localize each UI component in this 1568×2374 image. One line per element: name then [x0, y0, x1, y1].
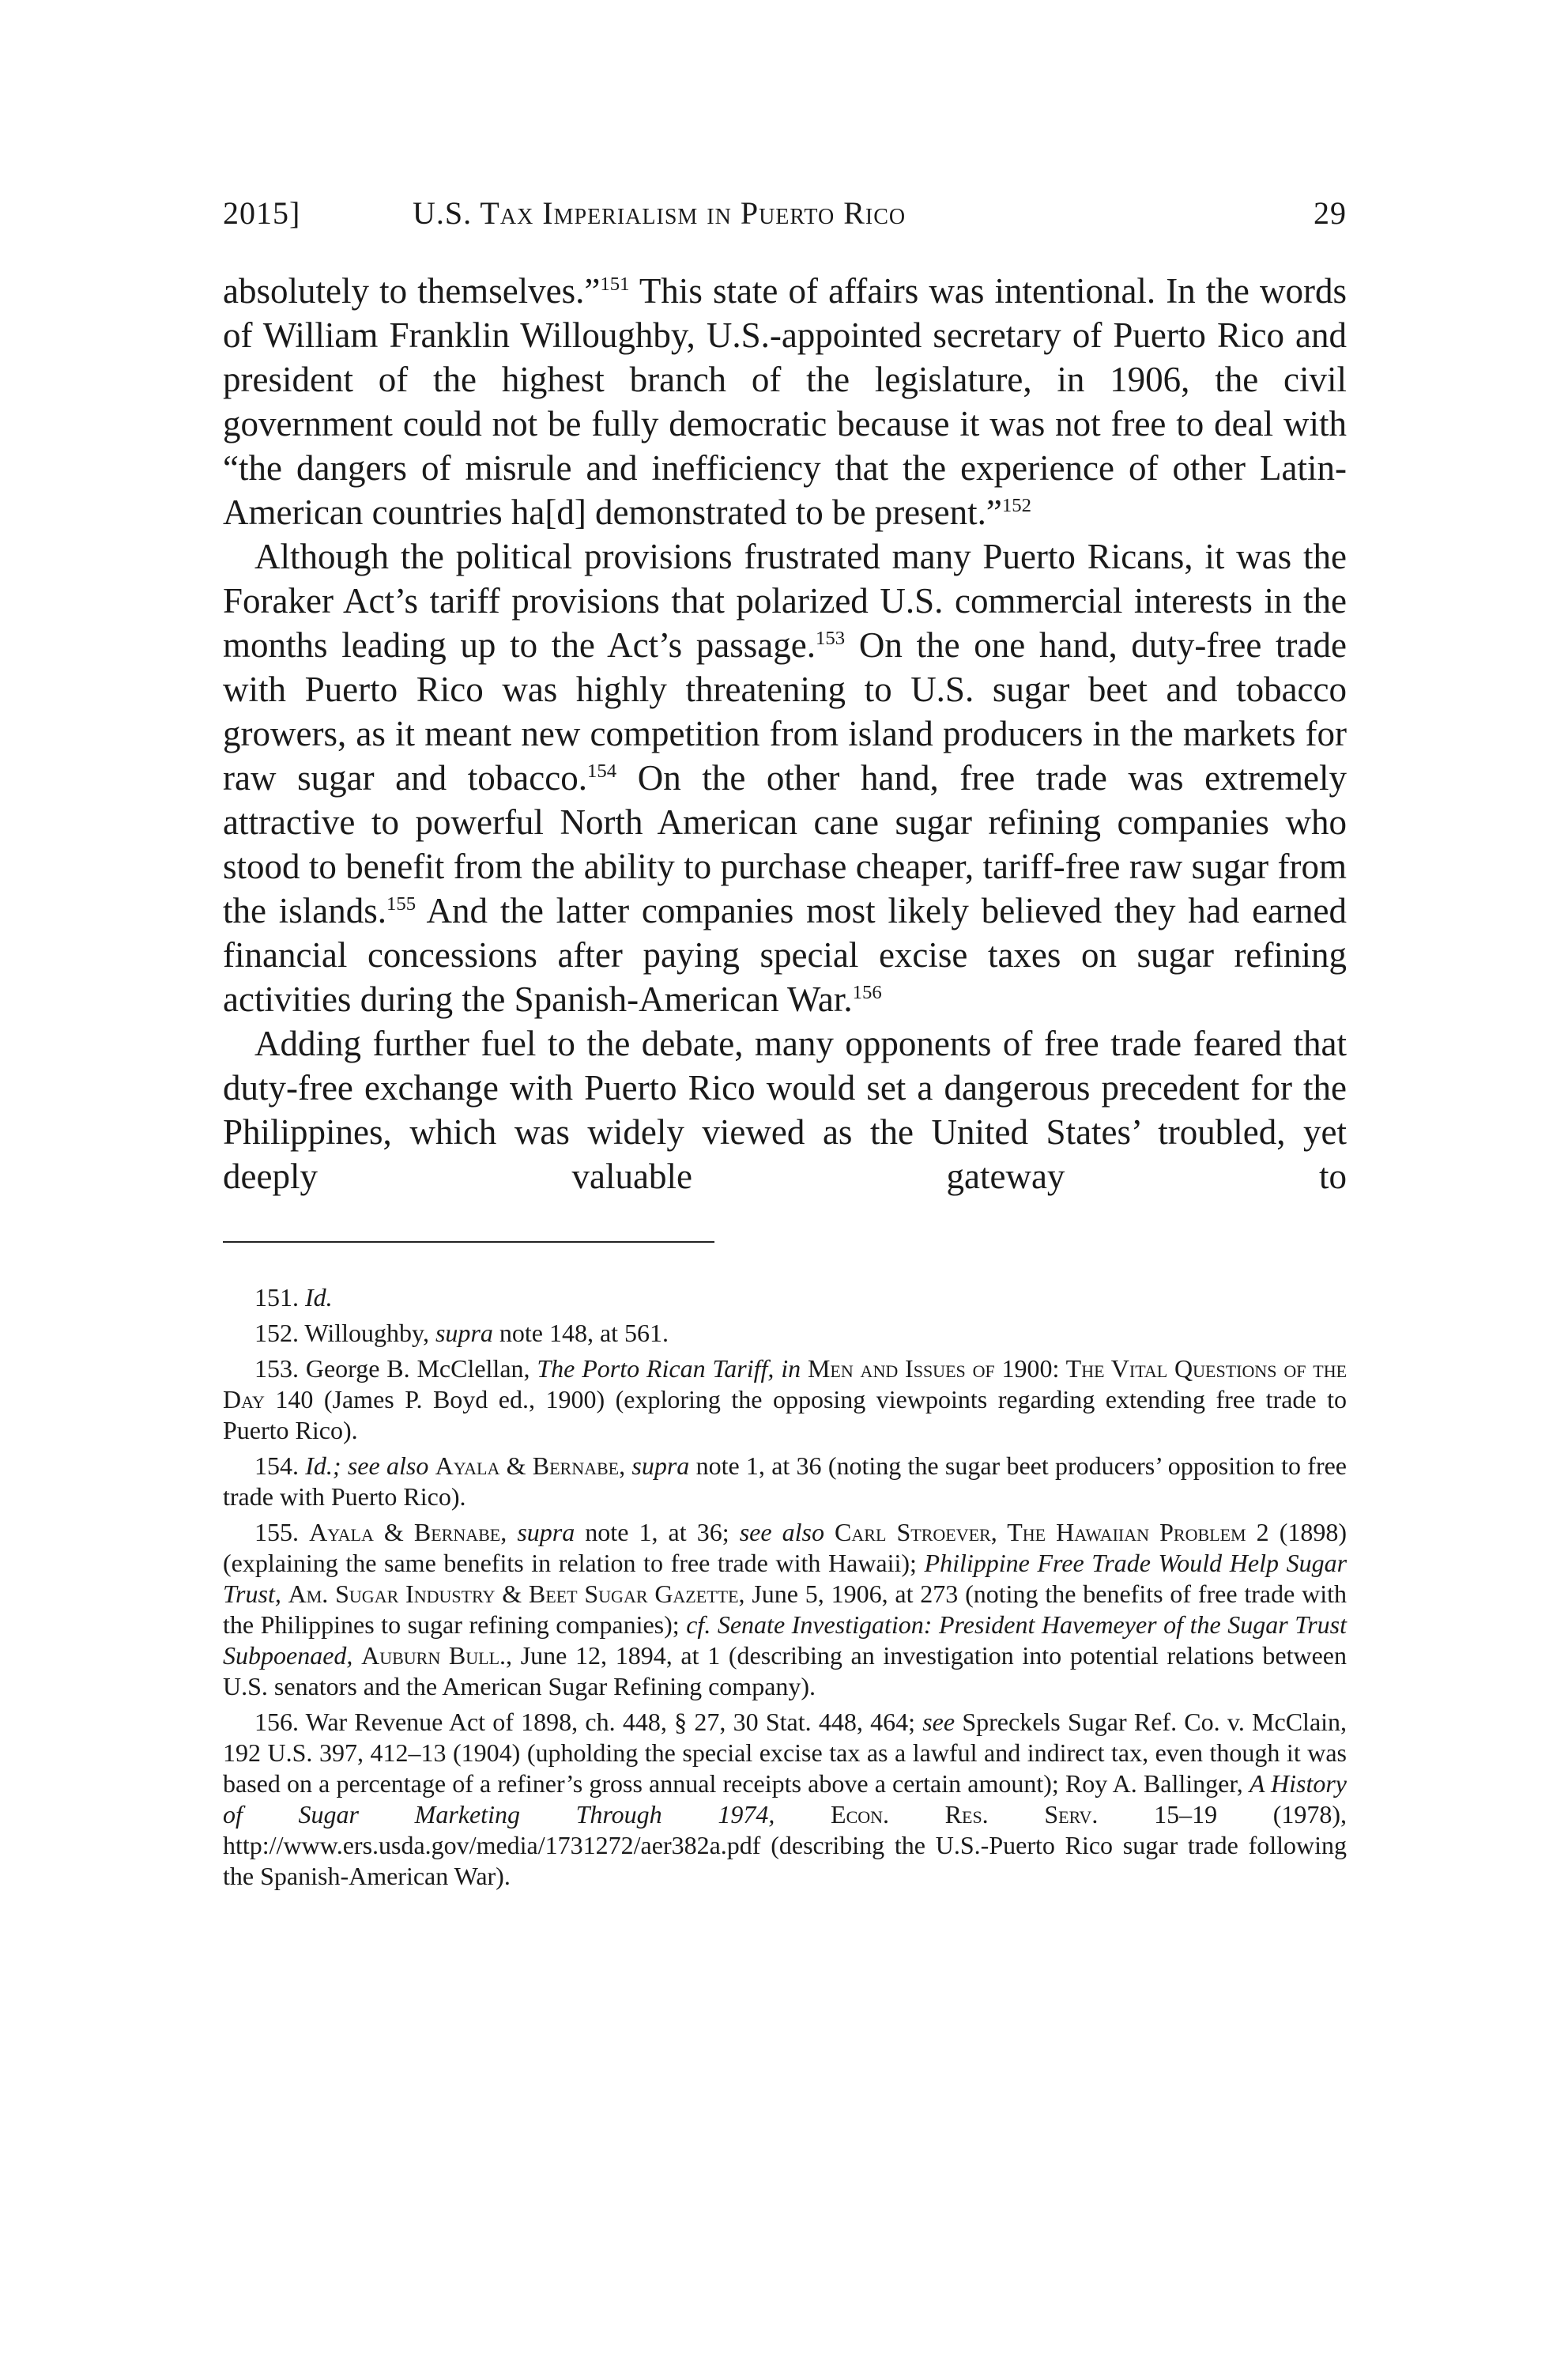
footnote-smallcaps: Men and Issues of 1900: The Vital Questions of the Day: [223, 1354, 1348, 1413]
footnote-smallcaps: Carl Stroever, The Hawaiian Problem: [835, 1518, 1246, 1546]
paragraph-text: And the latter companies most likely believed they had earned financial concessions after paying special excise taxes on sugar refining activities during the Spanish-American War.: [223, 891, 1347, 1019]
header-title: U.S. Tax Imperialism in Puerto Rico: [413, 195, 906, 231]
footnote-154: [223, 1451, 1347, 1512]
footnote-number: 156.: [254, 1708, 299, 1736]
footnote-divider: [223, 1241, 714, 1243]
header-year: 2015]: [223, 195, 301, 231]
footnote-ref-152[interactable]: 152: [1001, 495, 1031, 516]
footnote-text: 140 (James P. Boyd ed., 1900) (exploring the opposing viewpoints regarding extending free trade to Puerto Rico).: [223, 1385, 1348, 1444]
footnote-text: note 148, at 561.: [499, 1319, 669, 1347]
footnote-smallcaps: Ayala & Bernabe,: [435, 1451, 626, 1480]
footnote-number: 152.: [254, 1319, 299, 1347]
footnote-italic: Id.: [305, 1283, 333, 1312]
paragraph-1: [223, 269, 1347, 534]
footnote-italic: see: [922, 1708, 956, 1736]
footnote-ref-154[interactable]: 154: [586, 761, 617, 782]
paragraph-3: [223, 1021, 1347, 1198]
page: [223, 190, 1347, 1897]
footnote-italic: see also: [739, 1518, 824, 1546]
footnote-italic: The Porto Rican Tariff, in: [537, 1354, 801, 1383]
footnote-text: War Revenue Act of 1898, ch. 448, § 27, 30 Stat. 448, 464;: [305, 1708, 915, 1736]
body-text: [223, 269, 1347, 1198]
paragraph-text: Although the political provisions frustrated many Puerto Ricans, it was the Foraker Act’s tariff provisions that polarized U.S. commercial interests in the months leading up to the Act’s passage.: [223, 537, 1347, 665]
footnote-ref-153[interactable]: 153: [816, 628, 846, 649]
footnote-smallcaps: Am. Sugar Industry & Beet Sugar Gazette,: [288, 1580, 745, 1608]
paragraph-text: On the other hand, free trade was extremely attractive to powerful North American cane sugar refining companies who stood to benefit from the ability to purchase cheaper, tariff-free raw sugar from the islands.: [223, 758, 1347, 930]
footnote-italic: cf. Senate Investigation: President Havemeyer of the Sugar Trust Subpoenaed,: [223, 1610, 1348, 1670]
footnote-smallcaps: Econ. Res. Serv.: [831, 1800, 1099, 1829]
footnote-italic: Id.; see also: [305, 1451, 429, 1480]
paragraph-text: This state of affairs was intentional. In the words of William Franklin Willoughby, U.S.-appointed secretary of Puerto Rico and president of the highest branch of the legislature, in 1906, the civil government could not be fully democratic because it was not free to deal with “the dangers of misrule and inefficiency that the experience of other Latin-American countries ha[d] demonstrated to be present.”: [223, 271, 1347, 532]
running-header: [223, 190, 1347, 237]
footnote-italic: supra: [631, 1451, 690, 1480]
page-number: 29: [1314, 195, 1347, 231]
footnotes: [223, 1282, 1347, 1892]
footnote-italic: A History of Sugar Marketing Through 1974,: [223, 1769, 1348, 1829]
footnote-text: 15–19 (1978), http://www.ers.usda.gov/media/1731272/aer382a.pdf (describing the U.S.-Puerto Rico sugar trade following the Spanish-American War).: [223, 1800, 1348, 1890]
footnote-italic: supra: [435, 1319, 493, 1347]
footnote-text: note 1, at 36;: [585, 1518, 729, 1546]
footnote-152: [223, 1318, 1347, 1349]
footnote-number: 151.: [254, 1283, 299, 1312]
footnote-smallcaps: Ayala & Bernabe,: [309, 1518, 507, 1546]
footnote-italic: Philippine Free Trade Would Help Sugar Trust,: [223, 1549, 1348, 1608]
footnote-text: Willoughby,: [304, 1319, 429, 1347]
footnote-ref-155[interactable]: 155: [386, 893, 416, 915]
paragraph-2: [223, 534, 1347, 1021]
footnote-ref-156[interactable]: 156: [852, 982, 882, 1003]
footnote-text: note 1, at 36 (noting the sugar beet producers’ opposition to free trade with Puerto Rico).: [223, 1451, 1347, 1511]
footnote-156: [223, 1707, 1347, 1892]
footnote-italic: supra: [517, 1518, 575, 1546]
paragraph-text: On the one hand, duty-free trade with Puerto Rico was highly threatening to U.S. sugar beet and tobacco growers, as it meant new competition from island producers in the markets for raw sugar and tobacco.: [223, 625, 1347, 798]
footnote-smallcaps: Auburn Bull.,: [361, 1641, 513, 1670]
footnote-text: June 5, 1906, at 273 (noting the benefits of free trade with the Philippines to sugar refining companies);: [223, 1580, 1348, 1639]
footnote-155: [223, 1517, 1347, 1702]
footnote-text: June 12, 1894, at 1 (describing an investigation into potential relations between U.S. senators and the American Sugar Refining company).: [223, 1641, 1348, 1700]
footnote-ref-151[interactable]: 151: [600, 274, 630, 295]
paragraph-text: absolutely to themselves.”: [223, 271, 601, 311]
footnote-text: Spreckels Sugar Ref. Co. v. McClain, 192 U.S. 397, 412–13 (1904) (upholding the special excise tax as a lawful and indirect tax, even though it was based on a percentage of a refiner’s gross annual receipts above a certain amount); Roy A. Ballinger,: [223, 1708, 1348, 1798]
footnote-number: 154.: [254, 1451, 299, 1480]
paragraph-text: Adding further fuel to the debate, many opponents of free trade feared that duty-free exchange with Puerto Rico would set a dangerous precedent for the Philippines, which was widely viewed as the United States’ troubled, yet deeply valuable gateway to: [223, 1024, 1347, 1196]
footnote-text: 2 (1898) (explaining the same benefits in relation to free trade with Hawaii);: [223, 1518, 1348, 1577]
footnote-number: 155.: [254, 1518, 299, 1546]
footnote-number: 153.: [254, 1354, 299, 1383]
footnote-151: [223, 1282, 1347, 1313]
footnote-text: George B. McClellan,: [305, 1354, 530, 1383]
footnote-153: [223, 1353, 1347, 1446]
